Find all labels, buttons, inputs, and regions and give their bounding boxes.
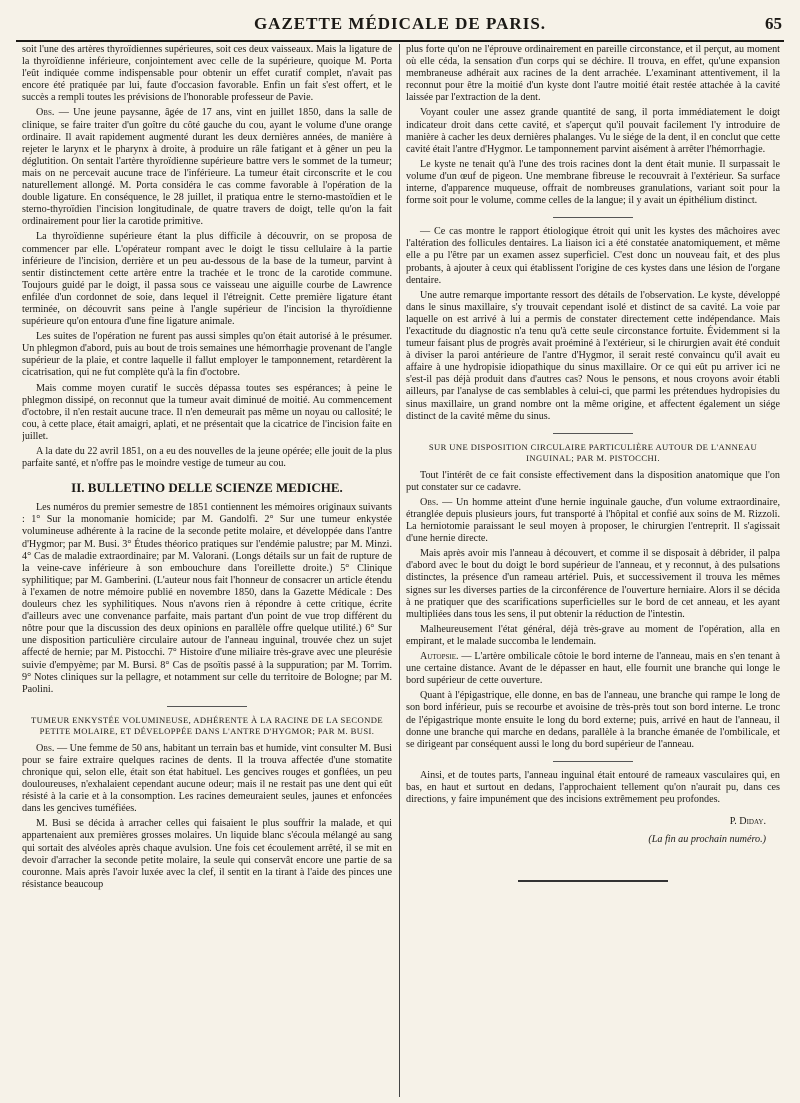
- paragraph: Les suites de l'opération ne furent pas aussi simples qu'on était autorisé à le présumer. Un phlegmon d'abord, puis au bout de trois semaines une hémorrhagie provenant de l'angle supérieur de la plaie, et contre laquelle il fallut employer le tamponnement, retardèrent la cicatrisation, qui ne fut complète qu'à la fin d'octobre.: [22, 331, 392, 379]
- page-number: 65: [765, 14, 782, 33]
- journal-title: GAZETTE MÉDICALE DE PARIS.: [253, 14, 547, 33]
- obs-text: — Un homme atteint d'une hernie inguinale gauche, d'un volume extraordinaire, étranglée depuis plusieurs jours, fut transporté à l'hôpital et confié aux soins de M. Rizzoli. La herniotomie paraissant le seul moyen à proposer, le chirurgien l'entreprit. Il s'agissait d'une hernie directe.: [406, 496, 780, 545]
- observation-paragraph: [22, 107, 392, 228]
- paragraph: — Ce cas montre le rapport étiologique étroit qui unit les kystes des mâchoires avec l'altération des follicules dentaires. La liaison ici a été constatée anatomiquement, et même elle a pu l'être par un examen assez superficiel. C'est donc un nouveau fait, et des plus probants, à ajouter à ceux qui établissent l'origine de ces kystes dans une lésion de l'organe dentaire.: [406, 226, 780, 286]
- header-rule: [16, 40, 784, 42]
- section-heading: II. BULLETINO DELLE SCIENZE MEDICHE.: [71, 480, 343, 496]
- continuation-note: (La fin au prochain numéro.): [648, 834, 766, 846]
- observation-paragraph: [22, 743, 392, 816]
- paragraph: A la date du 22 avril 1851, on a eu des nouvelles de la jeune opérée; elle jouit de la plus parfaite santé, et n'offre pas le moindre vestige de tumeur au cou.: [22, 446, 392, 470]
- paragraph: Le kyste ne tenait qu'à l'une des trois racines dont la dent était munie. Il surpassait le volume d'un œuf de pigeon. Une membrane fibreuse le recouvrait à l'extérieur. Sa surface interne, d'apparence muqueuse, offrait de nombreuses granulations, variant soit pour la forme soit pour le volume, comme celles de la langue; il y avait un épithélium distinct.: [406, 158, 780, 207]
- end-rule: [518, 880, 668, 882]
- right-column: [406, 44, 780, 1097]
- paragraph: Ainsi, et de toutes parts, l'anneau inguinal était entouré de rameaux vasculaires qui, en bas, en haut et surtout en dedans, l'approchaient tellement qu'on n'aurait pu, dans ces directions, y faire impunément que des incisions extrêmement peu profondes.: [406, 769, 780, 805]
- divider: [553, 433, 633, 434]
- paragraph: M. Busi se décida à arracher celles qui faisaient le plus souffrir la malade, et qui appartenaient aux premières grosses molaires. Un liquide blanc s'écoula mélangé au sang qui sortait des alvéoles après chaque avulsion. Une fois cet écoulement arrêté, il se mit en devoir d'arracher la seconde petite molaire, la seule qui conservât encore une partie de sa couronne. Mais après l'avoir luxée avec la clef, il sentit en la tirant à l'aide des pinces une résistance beaucoup: [22, 818, 392, 890]
- autopsy-paragraph: [406, 651, 780, 687]
- autopsy-text: — L'artère ombilicale côtoie le bord interne de l'anneau, mais en s'en tenant à une certaine distance. Avant de le dépasser en haut, elle fournit une branche qui longe le bord supérieur de cette ouverture.: [406, 651, 780, 687]
- paragraph: Malheureusement l'état général, déjà très-grave au moment de l'opération, alla en empirant, et le malade succomba le lendemain.: [406, 623, 780, 647]
- paragraph: Mais comme moyen curatif le succès dépassa toutes ses espérances; à peine le phlegmon dissipé, on reconnut que la tumeur avait diminué de moitié. Au commencement d'octobre, il n'en restait aucune trace. Il n'en demeurait pas même un noyau ou callosité; le cou, à cette place, était amaigri, aplati, et ne présentait que la cicatrice de l'incision faite en juillet.: [22, 382, 392, 442]
- observation-paragraph: [406, 497, 780, 545]
- left-column: [22, 44, 392, 1097]
- divider: [553, 761, 633, 762]
- bulletin-paragraph: Les numéros du premier semestre de 1851 contiennent les mémoires originaux suivants : 1° Sur la monomanie homicide; par M. Gandolfi. 2° Sur une tumeur enkystée volumineuse adhérente à la racine de la seconde petite molaire, et développée dans l'antre d'Hygmor; par M. Busi. 3° Études théorico pratiques sur l'endémie palustre; par M. Minzi. 4° Cas de maladie extraordinaire; par M. Valorani. (Longs détails sur un fait de rupture de la veine-cave inférieure à son embouchure dans l'oreillette droite.) 5° Clinique syphilitique; par M. Gamberini. (L'auteur nous fait l'honneur de consacrer un article étendu à l'examen de notre mémoire publié en novembre 1850, dans la Gazette Médicale : Des douleurs chez les syphilitiques. Nous n'avons rien à répondre à cette critique, écrite d'ailleurs avec une convenance parfaite, mais partant d'un point de vue trop différent du nôtre pour que la discussion des deux opinions en parallèle offre quelque utilité.) 6° Sur une disposition particulière circulaire autour de l'anneau inguinal, trouvée chez un sujet affecté de hernie; par M. Pistocchi. 7° Histoire d'une miliaire très-grave avec une pleurésie suivie d'empyème; par M. Bursi. 8° Cas de psoïtis passé à la suppuration; par M. Torrim. 9° Notes cliniques sur la pellagre, et notamment sur celle du territoire de Bologne; par M. Paolini.: [22, 502, 392, 695]
- obs-text: — Une jeune paysanne, âgée de 17 ans, vint en juillet 1850, dans la salle de clinique, se faire traiter d'un goître du côté gauche du cou, ayant le volume d'une orange ordinaire. Il avait rapidement augmenté durant les deux dernières années, de manière à rejeter le larynx et le pharynx à droite, à produire un râle fatigant et à gêner un peu la déglutition. On sentait l'artère thyroïdienne supérieure battre vers le sommet de la tumeur; mais on ne percevait aucune trace de l'inférieure. La tumeur était circonscrite et le cou naturellement allongé. M. Porta considéra le cas comme favorable à l'opération de la double ligature. En conséquence, le 28 juillet, il pratiqua entre le sterno-mastoïdien et le sterno-thyroïdien l'incision longitudinale, de quatre travers de doigt, telle qu'on la fait ordinairement pour lier la carotide primitive.: [22, 107, 392, 228]
- paragraph: Une autre remarque importante ressort des détails de l'observation. Le kyste, développé dans le sinus maxillaire, s'y trouvait cependant isolé et distinct de sa cavité. La voie par laquelle on est arrivé à lui a permis de constater directement cette indépendance. Mais l'exactitude du diagnostic n'a tenu qu'à cette seule circonstance fortuite. Évidemment si la tumeur faisant plus de progrès avait proéminé à l'extérieur, si le chirurgien avait été conduit à diviser la paroi antérieure de l'antre d'Hygmor, il serait resté convaincu qu'il avait eu affaire à une hydropisie idiopathique du sinus maxillaire. Or ce qui eût pu arriver ici ne s'est-il pas déjà produit dans d'autres cas? Nous le pensons, et nous croyons avoir établi ailleurs, par l'analyse de cas semblables à celui-ci, que parmi les prétendues hydropisies du sinus maxillaire, un grand nombre ont la même origine, et affectent également un siége distinct de la cavité même du sinus.: [406, 289, 780, 422]
- column-divider: [399, 44, 400, 1097]
- page-header: [0, 14, 800, 40]
- divider: [553, 217, 633, 218]
- paragraph: Tout l'intérêt de ce fait consiste effectivement dans la disposition anatomique que l'on put constater sur ce cadavre.: [406, 469, 780, 493]
- paragraph: Quant à l'épigastrique, elle donne, en bas de l'anneau, une branche qui rampe le long de son bord inférieur, puis se recourbe et avoisine de très-près tout son bord interne. Le tronc de l'épigastrique monte ensuite le long du bord externe; puis, arrivé en haut de l'anneau, il donne une branche qui marche en dedans, parallèle à la branche émanée de l'ombilicale, et se dirigeant par conséquent aussi le long du bord supérieur de l'anneau.: [406, 690, 780, 750]
- paragraph: Voyant couler une assez grande quantité de sang, il porta immédiatement le doigt indicateur droit dans cette cavité, et s'aperçut qu'il pouvait facilement l'y introduire de manière à cacher les deux dernières phalanges. Vu le siége de la dent, il en conclut que cette cavité était l'antre d'Hygmor. Le tamponnement parvint aisément à arrêter l'hémorrhagie.: [406, 107, 780, 155]
- paragraph: La thyroïdienne supérieure étant la plus difficile à découvrir, on se proposa de commencer par elle. L'opérateur rompant avec le doigt le tissu cellulaire à la partie inférieure de l'incision, derrière et un peu au-dessous de la base de la tumeur, parvint à sentir distinctement cette artère entre la trachée et le tronc de la carotide commune. Toujours guidé par le doigt, il passa sous ce vaisseau une aiguille courbe de Lawrence enfilée d'un cordonnet de soie, dans lequel il l'étreignit. Cette première ligature étant terminée, on découvrit sans peine à l'angle supérieur de l'incision la thyroïdienne supérieure qu'on entoura d'une fine ligature animale.: [22, 231, 392, 328]
- author-name: P. Diday.: [729, 816, 766, 828]
- obs-label: Obs.: [36, 107, 55, 119]
- obs-label: Obs.: [36, 742, 55, 754]
- obs-text: — Une femme de 50 ans, habitant un terrain bas et humide, vint consulter M. Busi pour se faire extraire quelques racines de dents. Il la trouva affectée d'une stomatite chronique qui, selon elle, était son état habituel. Les gencives rouges et gonflées, un peu douloureuses, n'exhalaient cependant aucune odeur; mais il ne restait pas une dent qui eût résisté à la carie et à la consomption. Les racines demeuraient seules, jaunes et enfoncées dans les gencives tuméfiées.: [22, 742, 392, 815]
- divider: [167, 706, 247, 707]
- signature: [406, 816, 766, 828]
- paragraph: plus forte qu'on ne l'éprouve ordinairement en pareille circonstance, et il perçut, au moment où elle céda, la sensation d'un corps qui se déchire. Il trouva, en effet, qu'une expansion membraneuse adhérait aux racines de la dent arrachée. L'examinant attentivement, il la reconnut pour être la moitié d'un kyste dont l'autre moitié était restée attachée à la cavité laissée par l'extraction de la dent.: [406, 44, 780, 104]
- obs-label: Obs.: [420, 496, 439, 508]
- article-heading: TUMEUR ENKYSTÉE VOLUMINEUSE, ADHÉRENTE À LA RACINE DE LA SECONDE PETITE MOLAIRE, ET DÉVELOPPÉE DANS L'ANTRE D'HYGMOR; PAR M. BUSI.: [31, 714, 383, 736]
- paragraph: Mais après avoir mis l'anneau à découvert, et comme il se disposait à débrider, il palpa d'abord avec le bout du doigt le bord supérieur de l'anneau, et y reconnut, à des pulsations distinctes, la présence d'un rameau artériel. Puis, et successivement il trouva les mêmes signes sur les diverses parties de la circonférence de l'ouverture herniaire. Alors il se décida à ne pratiquer que des scarifications superficielles sur le bord de cet anneau, et les ayant multipliées dans tous les sens, il put obtenir la réduction de l'intestin.: [406, 548, 780, 620]
- autopsy-label: Autopsie.: [420, 651, 459, 663]
- article-heading: SUR UNE DISPOSITION CIRCULAIRE PARTICULIÈRE AUTOUR DE L'ANNEAU INGUINAL; PAR M. PISTOCCHI.: [428, 441, 758, 463]
- paragraph: soit l'une des artères thyroïdiennes supérieures, soit ces deux vaisseaux. Mais la ligature de la thyroïdienne inférieure, conjointement avec celle de la supérieure, quoique M. Porta l'eût indiquée comme indispensable pour obtenir un effet curatif complet, n'avait pas encore été pratiquée par lui, faute d'occasion favorable. Enfin un fait s'est offert, et le succès a rempli toutes les prévisions de l'honorable professeur de Pavie.: [22, 44, 392, 104]
